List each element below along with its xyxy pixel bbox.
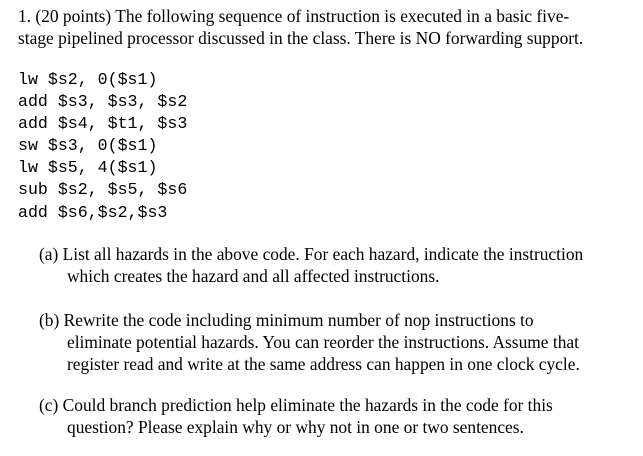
code-line-5: lw $s5, 4($s1) <box>18 158 158 178</box>
code-listing <box>18 69 187 224</box>
part-a-line-2: which creates the hazard and all affected instructions. <box>67 266 440 286</box>
code-line-7: add $s6,$s2,$s3 <box>18 202 168 222</box>
part-b-line-2: eliminate potential hazards. You can reorder the instructions. Assume that <box>67 332 579 352</box>
part-c-line-1: (c) Could branch prediction help eliminate the hazards in the code for this <box>39 395 553 415</box>
code-line-6: sub $s2, $s5, $s6 <box>18 180 188 200</box>
code-line-2: add $s3, $s3, $s2 <box>18 92 188 112</box>
part-c <box>39 394 635 438</box>
code-line-4: sw $s3, 0($s1) <box>18 136 158 156</box>
part-a <box>39 243 635 287</box>
code-line-1: lw $s2, 0($s1) <box>18 70 158 89</box>
question-header-line-2: stage pipelined processor discussed in the class. There is NO forwarding support. <box>18 28 584 48</box>
question-header-line-1: 1. (20 points) The following sequence of instruction is executed in a basic five- <box>18 6 570 26</box>
part-b-line-1: (b) Rewrite the code including minimum number of nop instructions to <box>39 310 534 330</box>
part-a-line-1: (a) List all hazards in the above code. For each hazard, indicate the instruction <box>39 244 584 264</box>
part-b-line-3: register read and write at the same address can happen in one clock cycle. <box>67 354 580 374</box>
part-c-line-2: question? Please explain why or why not in one or two sentences. <box>67 417 524 437</box>
code-line-3: add $s4, $t1, $s3 <box>18 114 188 134</box>
part-b <box>39 309 635 375</box>
question-header <box>18 5 638 49</box>
